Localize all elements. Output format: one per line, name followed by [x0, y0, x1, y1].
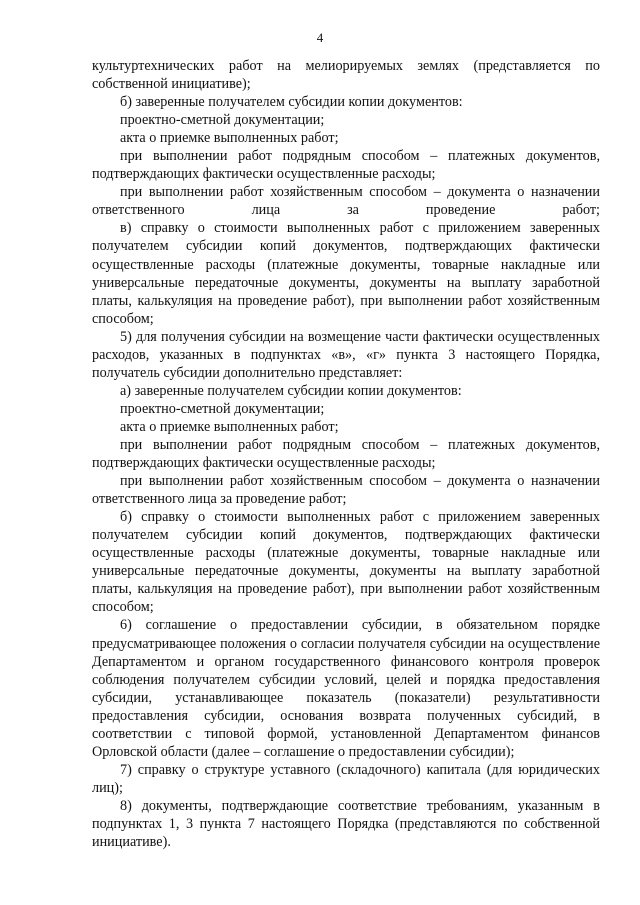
- paragraph: б) справку о стоимости выполненных работ с приложением заверенных получателем субсидии копий документов, подтверждающих фактически осуществленные расходы (платежные документы, товарные накладные или универсальные передаточные документы, документы на выплату заработной платы, калькуляция на проведение работ), при выполнении работ хозяйственным способом;: [92, 509, 600, 616]
- paragraph: 6) соглашение о предоставлении субсидии, в обязательном порядке предусматривающее положения о согласии получателя субсидии на осуществление Департаментом и органом государственного финансового контроля проверок соблюдения получателем субсидии условий, целей и порядка предоставления субсидии, устанавливающее показатель (показатели) результативности предоставления субсидии, основания возврата полученных субсидий, в соответствии с типовой формой, установленной Департаментом финансов Орловской области (далее – соглашение о предоставлении субсидии);: [92, 617, 600, 760]
- paragraph: акта о приемке выполненных работ;: [120, 130, 339, 147]
- paragraph: 7) справку о структуре уставного (складочного) капитала (для юридических лиц);: [92, 761, 600, 796]
- paragraph: при выполнении работ подрядным способом – платежных документов, подтверждающих фактически осуществленные расходы;: [92, 436, 600, 472]
- paragraph: при выполнении работ хозяйственным способом – документа о назначении ответственного лица за проведение работ;: [92, 473, 600, 508]
- paragraph: а) заверенные получателем субсидии копии документов:: [120, 382, 462, 399]
- paragraph: б) заверенные получателем субсидии копии документов:: [120, 94, 463, 111]
- paragraph: 5) для получения субсидии на возмещение части фактически осуществленных расходов, указанных в подпунктах «в», «г» пункта 3 настоящего Порядка, получатель субсидии дополнительно представляет:: [92, 328, 600, 381]
- paragraph: проектно-сметной документации;: [120, 112, 325, 129]
- document-body: [92, 57, 600, 851]
- paragraph: в) справку о стоимости выполненных работ с приложением заверенных получателем субсидии копий документов, подтверждающих фактически осуществленные расходы (платежные документы, товарные накладные или универсальные передаточные документы, документы на выплату заработной платы, калькуляция на проведение работ), при выполнении работ хозяйственным способом;: [92, 220, 600, 327]
- page-number: 4: [316, 30, 324, 45]
- paragraph: при выполнении работ хозяйственным способом – документа о назначении ответственного лица за проведение работ;: [92, 184, 600, 219]
- paragraph: при выполнении работ подрядным способом – платежных документов, подтверждающих фактически осуществленные расходы;: [92, 148, 600, 183]
- paragraph: 8) документы, подтверждающие соответствие требованиям, указанным в подпунктах 1, 3 пункта 7 настоящего Порядка (представляются по собственной инициативе).: [92, 797, 600, 851]
- paragraph: акта о приемке выполненных работ;: [120, 418, 339, 435]
- paragraph: культуртехнических работ на мелиорируемых землях (представляется по собственной инициативе);: [92, 58, 600, 93]
- paragraph: проектно-сметной документации;: [120, 400, 325, 417]
